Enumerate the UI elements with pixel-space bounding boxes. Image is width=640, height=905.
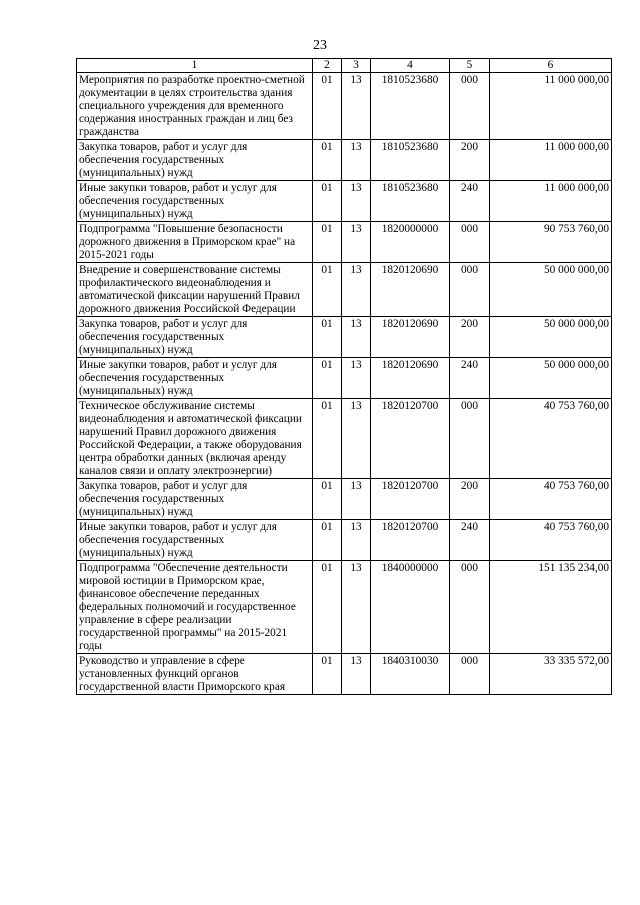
row-col6: 151 135 234,00 — [490, 561, 612, 654]
row-col6: 40 753 760,00 — [490, 399, 612, 479]
row-name: Техническое обслуживание системы видеонаблюдения и автоматической фиксации нарушений Правил дорожного движения Российской Федерации, а также оборудования центра обработки данных (включая аренду каналов связи и оплату электроэнергии) — [77, 399, 313, 479]
row-col5: 000 — [450, 263, 490, 317]
column-header-6: 6 — [490, 59, 612, 73]
row-col2: 01 — [313, 520, 342, 561]
row-col5: 000 — [450, 399, 490, 479]
row-col5: 200 — [450, 479, 490, 520]
row-col5: 200 — [450, 140, 490, 181]
row-col5: 240 — [450, 181, 490, 222]
table-row — [77, 520, 612, 561]
table-row — [77, 73, 612, 140]
table-row — [77, 654, 612, 695]
row-name: Иные закупки товаров, работ и услуг для обеспечения государственных (муниципальных) нужд — [77, 181, 313, 222]
row-col6: 33 335 572,00 — [490, 654, 612, 695]
row-name: Иные закупки товаров, работ и услуг для обеспечения государственных (муниципальных) нужд — [77, 520, 313, 561]
row-col3: 13 — [342, 140, 371, 181]
row-col3: 13 — [342, 399, 371, 479]
row-col3: 13 — [342, 479, 371, 520]
row-col5: 000 — [450, 654, 490, 695]
row-col4: 1820120690 — [371, 358, 450, 399]
row-col3: 13 — [342, 181, 371, 222]
row-col4: 1840000000 — [371, 561, 450, 654]
row-col5: 000 — [450, 73, 490, 140]
row-col6: 11 000 000,00 — [490, 140, 612, 181]
table-row — [77, 317, 612, 358]
row-col6: 50 000 000,00 — [490, 263, 612, 317]
row-col4: 1810523680 — [371, 140, 450, 181]
row-col4: 1820000000 — [371, 222, 450, 263]
row-col2: 01 — [313, 181, 342, 222]
table-row — [77, 263, 612, 317]
column-header-4: 4 — [371, 59, 450, 73]
row-name: Иные закупки товаров, работ и услуг для обеспечения государственных (муниципальных) нужд — [77, 358, 313, 399]
table-row — [77, 222, 612, 263]
row-col5: 200 — [450, 317, 490, 358]
table-row — [77, 358, 612, 399]
row-col2: 01 — [313, 561, 342, 654]
column-header-1: 1 — [77, 59, 313, 73]
row-col6: 40 753 760,00 — [490, 479, 612, 520]
row-col6: 50 000 000,00 — [490, 317, 612, 358]
row-col4: 1810523680 — [371, 181, 450, 222]
row-name: Подпрограмма "Обеспечение деятельности мировой юстиции в Приморском крае, финансовое обеспечение переданных федеральных полномочий и государственное управление в сфере реализации государственной программы" на 2015-2021 годы — [77, 561, 313, 654]
row-name: Мероприятия по разработке проектно-сметной документации в целях строительства здания специального учреждения для временного содержания иностранных граждан и лиц без гражданства — [77, 73, 313, 140]
row-col2: 01 — [313, 263, 342, 317]
row-col2: 01 — [313, 140, 342, 181]
row-col4: 1820120700 — [371, 520, 450, 561]
row-col2: 01 — [313, 654, 342, 695]
row-col6: 40 753 760,00 — [490, 520, 612, 561]
row-col5: 240 — [450, 358, 490, 399]
row-col2: 01 — [313, 399, 342, 479]
table-row — [77, 140, 612, 181]
row-name: Руководство и управление в сфере установленных функций органов государственной власти Приморского края — [77, 654, 313, 695]
row-col3: 13 — [342, 561, 371, 654]
column-header-5: 5 — [450, 59, 490, 73]
table-row — [77, 399, 612, 479]
row-col5: 000 — [450, 561, 490, 654]
row-col3: 13 — [342, 222, 371, 263]
column-header-2: 2 — [313, 59, 342, 73]
row-col4: 1840310030 — [371, 654, 450, 695]
row-col2: 01 — [313, 73, 342, 140]
row-col6: 90 753 760,00 — [490, 222, 612, 263]
column-header-3: 3 — [342, 59, 371, 73]
row-name: Закупка товаров, работ и услуг для обеспечения государственных (муниципальных) нужд — [77, 140, 313, 181]
row-name: Подпрограмма "Повышение безопасности дорожного движения в Приморском крае" на 2015-2021 годы — [77, 222, 313, 263]
row-col6: 50 000 000,00 — [490, 358, 612, 399]
row-col2: 01 — [313, 222, 342, 263]
row-name: Закупка товаров, работ и услуг для обеспечения государственных (муниципальных) нужд — [77, 317, 313, 358]
row-col6: 11 000 000,00 — [490, 73, 612, 140]
row-col3: 13 — [342, 317, 371, 358]
row-col3: 13 — [342, 263, 371, 317]
row-name: Закупка товаров, работ и услуг для обеспечения государственных (муниципальных) нужд — [77, 479, 313, 520]
row-col6: 11 000 000,00 — [490, 181, 612, 222]
row-col3: 13 — [342, 654, 371, 695]
row-col3: 13 — [342, 358, 371, 399]
row-col2: 01 — [313, 358, 342, 399]
row-col4: 1820120700 — [371, 399, 450, 479]
budget-table — [76, 58, 612, 695]
row-name: Внедрение и совершенствование системы профилактического видеонаблюдения и автоматической фиксации нарушений Правил дорожного движения Российской Федерации — [77, 263, 313, 317]
row-col4: 1810523680 — [371, 73, 450, 140]
row-col4: 1820120690 — [371, 263, 450, 317]
row-col3: 13 — [342, 73, 371, 140]
row-col5: 000 — [450, 222, 490, 263]
row-col2: 01 — [313, 317, 342, 358]
row-col3: 13 — [342, 520, 371, 561]
table-row — [77, 181, 612, 222]
row-col4: 1820120690 — [371, 317, 450, 358]
table-row — [77, 561, 612, 654]
table-row — [77, 479, 612, 520]
page-number: 23 — [313, 38, 327, 53]
row-col2: 01 — [313, 479, 342, 520]
table-header-row — [77, 59, 612, 73]
row-col4: 1820120700 — [371, 479, 450, 520]
row-col5: 240 — [450, 520, 490, 561]
